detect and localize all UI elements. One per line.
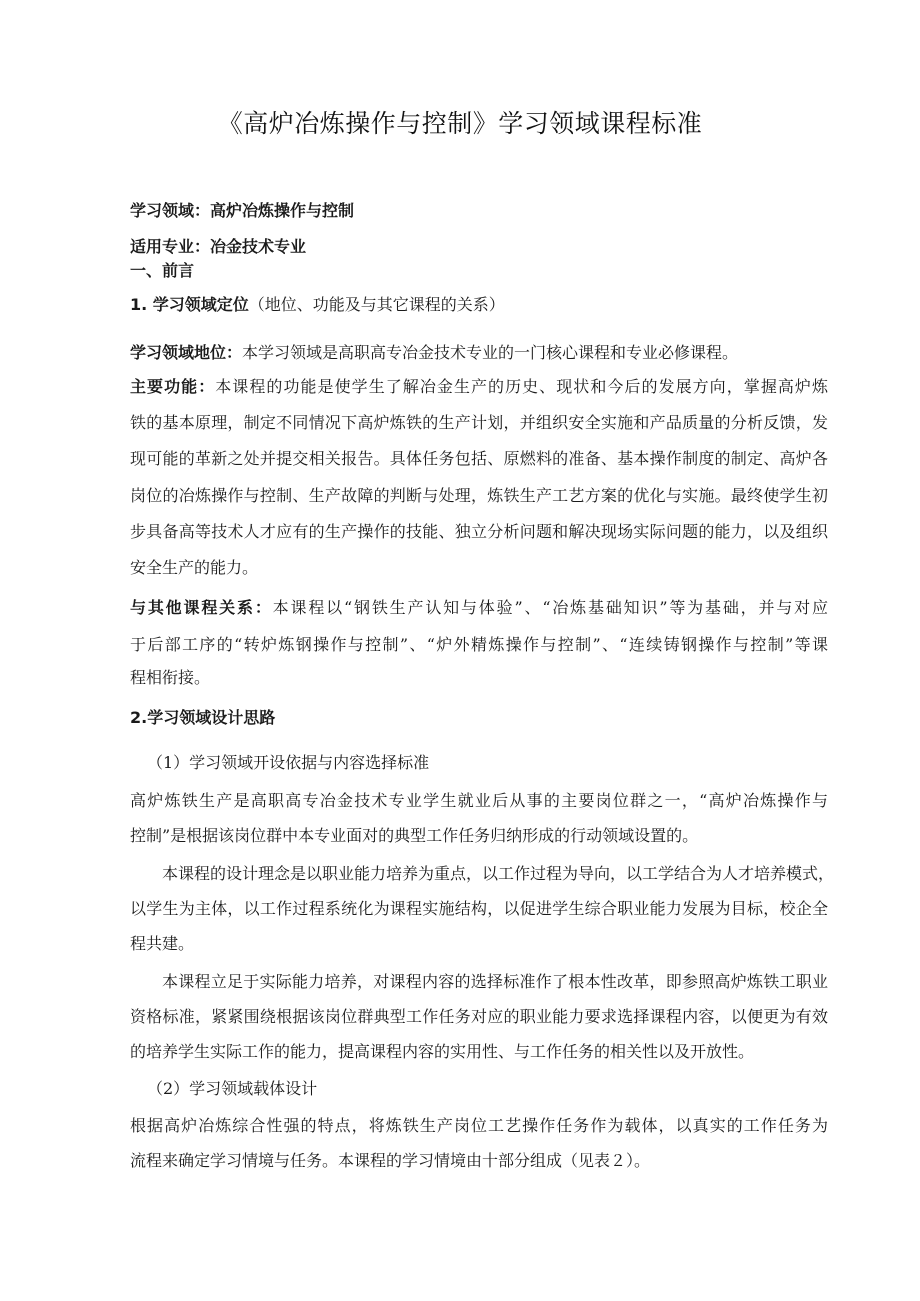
function-line: 岗位的冶炼操作与控制、生产故障的判断与处理，炼铁生产工艺方案的优化与实施。最终使学生初 bbox=[130, 486, 828, 505]
major-label: 适用专业： bbox=[130, 237, 211, 256]
relation-line bbox=[130, 597, 828, 619]
section-heading-preface: 一、前言 bbox=[130, 261, 195, 280]
subheading-bold: 1. 学习领域定位 bbox=[130, 295, 249, 314]
function-line: 现可能的革新之处并提交相关报告。具体任务包括、原燃料的准备、基本操作制度的制定、高炉各 bbox=[130, 449, 828, 468]
function-line bbox=[130, 376, 828, 398]
function-line: 铁的基本原理，制定不同情况下高炉炼铁的生产计划，并组织安全实施和产品质量的分析反馈，发 bbox=[130, 413, 828, 432]
relation-text: 本课程以“钢铁生产认知与体验”、“冶炼基础知识”等为基础，并与对应 bbox=[272, 598, 828, 617]
paragraph-line: 控制”是根据该岗位群中本专业面对的典型工作任务归纳形成的行动领域设置的。 bbox=[130, 826, 699, 845]
function-line: 步具备高等技术人才应有的生产操作的技能、独立分析问题和解决现场实际问题的能力，以及组织 bbox=[130, 522, 828, 541]
function-label: 主要功能： bbox=[130, 377, 216, 396]
paragraph-line: 流程来确定学习情境与任务。本课程的学习情境由十部分组成（见表２）。 bbox=[130, 1151, 651, 1170]
paragraph-line: 本课程立足于实际能力培养，对课程内容的选择标准作了根本性改革，即参照高炉炼铁工职业 bbox=[162, 972, 828, 991]
field-line bbox=[130, 200, 354, 222]
subheading-note: （地位、功能及与其它课程的关系） bbox=[248, 295, 505, 314]
subheading-carrier: （2）学习领域载体设计 bbox=[147, 1079, 318, 1098]
relation-label: 与其他课程关系： bbox=[130, 598, 273, 617]
paragraph-line: 根据高炉冶炼综合性强的特点，将炼铁生产岗位工艺操作任务作为载体，以真实的工作任务为 bbox=[130, 1116, 828, 1135]
page-title: 《高炉冶炼操作与控制》学习领域课程标准 bbox=[217, 109, 703, 138]
relation-line: 于后部工序的“转炉炼钢操作与控制”、“炉外精炼操作与控制”、“连续铸钢操作与控制”等课 bbox=[130, 635, 828, 654]
position-paragraph bbox=[130, 342, 738, 364]
relation-line: 程相衔接。 bbox=[130, 668, 211, 687]
paragraph-line: 以学生为主体，以工作过程系统化为课程实施结构，以促进学生综合职业能力发展为目标，校企全 bbox=[130, 899, 828, 918]
function-line: 安全生产的能力。 bbox=[130, 558, 259, 577]
subheading-positioning bbox=[130, 294, 505, 316]
section-heading-design: 2.学习领域设计思路 bbox=[130, 708, 276, 727]
position-label: 学习领域地位： bbox=[130, 343, 243, 362]
paragraph-line: 高炉炼铁生产是高职高专冶金技术专业学生就业后从事的主要岗位群之一，“高炉冶炼操作与 bbox=[130, 791, 828, 810]
paragraph-line: 资格标准，紧紧围绕根据该岗位群典型工作任务对应的职业能力要求选择课程内容，以便更为有效 bbox=[130, 1007, 828, 1026]
position-text: 本学习领域是高职高专冶金技术专业的一门核心课程和专业必修课程。 bbox=[242, 343, 739, 362]
subheading-basis: （1）学习领域开设依据与内容选择标准 bbox=[147, 753, 430, 772]
paragraph-line: 的培养学生实际工作的能力，提高课程内容的实用性、与工作任务的相关性以及开放性。 bbox=[130, 1042, 755, 1061]
major-value: 冶金技术专业 bbox=[210, 237, 307, 256]
major-line bbox=[130, 236, 306, 258]
function-text: 本课程的功能是使学生了解冶金生产的历史、现状和今后的发展方向，掌握高炉炼 bbox=[215, 377, 828, 396]
paragraph-line: 本课程的设计理念是以职业能力培养为重点，以工作过程为导向，以工学结合为人才培养模式， bbox=[162, 864, 835, 883]
field-label: 学习领域： bbox=[130, 201, 211, 220]
field-value: 高炉冶炼操作与控制 bbox=[210, 201, 355, 220]
paragraph-line: 程共建。 bbox=[130, 934, 195, 953]
